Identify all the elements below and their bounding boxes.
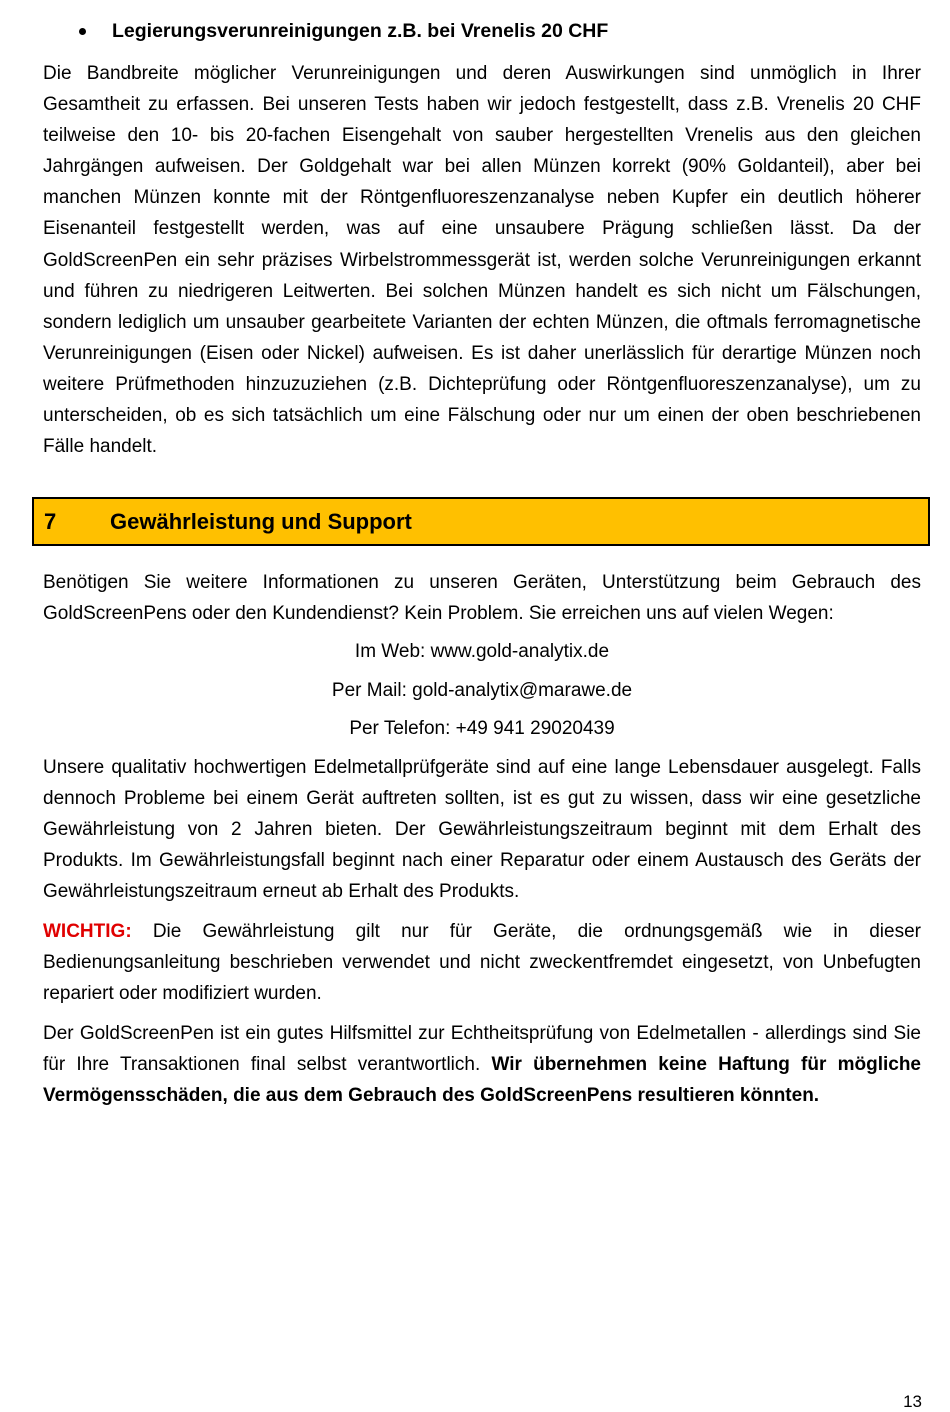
page-number: 13 <box>903 1392 922 1411</box>
contact-phone: Per Telefon: +49 941 29020439 <box>349 718 615 739</box>
bullet-icon <box>79 28 86 35</box>
paragraph-important <box>43 916 921 1009</box>
paragraph-impurities: Die Bandbreite möglicher Verunreinigungen und deren Auswirkungen sind unmöglich in Ihrer Gesamtheit zu erfassen. Bei unseren Tests haben wir jedoch festgestellt, dass z.B. Vrenelis 20 CHF teilweise den 10- bis 20-fachen Eisengehalt von sauber hergestellten Vrenelis aus den gleichen Jahrgängen aufweisen. Der Goldgehalt war bei allen Münzen korrekt (90% Goldanteil), aber bei manchen Münzen konnte mit der Röntgenfluoreszenzanalyse neben Kupfer ein deutlich höherer Eisenanteil festgestellt werden, was auf eine unsaubere Prägung schließen lässt. Da der GoldScreenPen ein sehr präzises Wirbelstrommessgerät ist, werden solche Verunreinigungen erkannt und führen zu niedrigeren Leitwerten. Bei solchen Münzen handelt es sich nicht um Fälschungen, sondern lediglich um unsauber gearbeitete Varianten der echten Münzen, die oftmals ferromagnetische Verunreinigungen (Eisen oder Nickel) aufweisen. Es ist daher unerlässlich für derartige Münzen noch weitere Prüfmethoden hinzuzuziehen (z.B. Dichteprüfung oder Röntgenfluoreszenzanalyse), um zu unterscheiden, ob es sich tatsächlich um eine Fälschung oder nur um einen der oben beschriebenen Fälle handelt. <box>43 63 921 458</box>
bullet-item <box>77 18 608 44</box>
section-number: 7 <box>44 508 57 534</box>
paragraph-warranty: Unsere qualitativ hochwertigen Edelmetallprüfgeräte sind auf eine lange Lebensdauer ausgelegt. Falls dennoch Probleme bei einem Gerät auftreten sollten, ist es gut zu wissen, dass wir eine gesetzliche Gewährleistung von 2 Jahren bieten. Der Gewährleistungszeitraum beginnt mit dem Erhalt des Produkts. Im Gewährleistungsfall beginnt nach einer Reparatur oder einem Austausch des Geräts der Gewährleistungszeitraum erneut ab Erhalt des Produkts. <box>43 757 921 903</box>
contact-web: Im Web: www.gold-analytix.de <box>354 641 610 662</box>
important-label: WICHTIG: <box>43 921 132 942</box>
paragraph-liability <box>43 1018 921 1111</box>
important-text: Die Gewährleistung gilt nur für Geräte, die ordnungsgemäß wie in dieser Bedienungsanleitung beschrieben verwendet und nicht zweckentfremdet eingesetzt, von Unbefugten repariert oder modifiziert wurden. <box>43 921 921 1005</box>
section-heading <box>32 497 930 546</box>
liability-text: Der GoldScreenPen ist ein gutes Hilfsmittel zur Echtheitsprüfung von Edelmetallen - allerdings sind Sie für Ihre Transaktionen final selbst verantwortlich. <box>43 1023 921 1076</box>
bullet-text: Legierungsverunreinigungen z.B. bei Vrenelis 20 CHF <box>112 20 609 42</box>
liability-bold-text: Wir übernehmen keine Haftung für mögliche Vermögensschäden, die aus dem Gebrauch des GoldScreenPens resultieren könnten. <box>43 1054 921 1107</box>
section-title: Gewährleistung und Support <box>110 508 412 534</box>
contact-mail: Per Mail: gold-analytix@marawe.de <box>331 680 633 701</box>
paragraph-support-intro: Benötigen Sie weitere Informationen zu unseren Geräten, Unterstützung beim Gebrauch des GoldScreenPens oder den Kundendienst? Kein Problem. Sie erreichen uns auf vielen Wegen: <box>43 572 921 625</box>
